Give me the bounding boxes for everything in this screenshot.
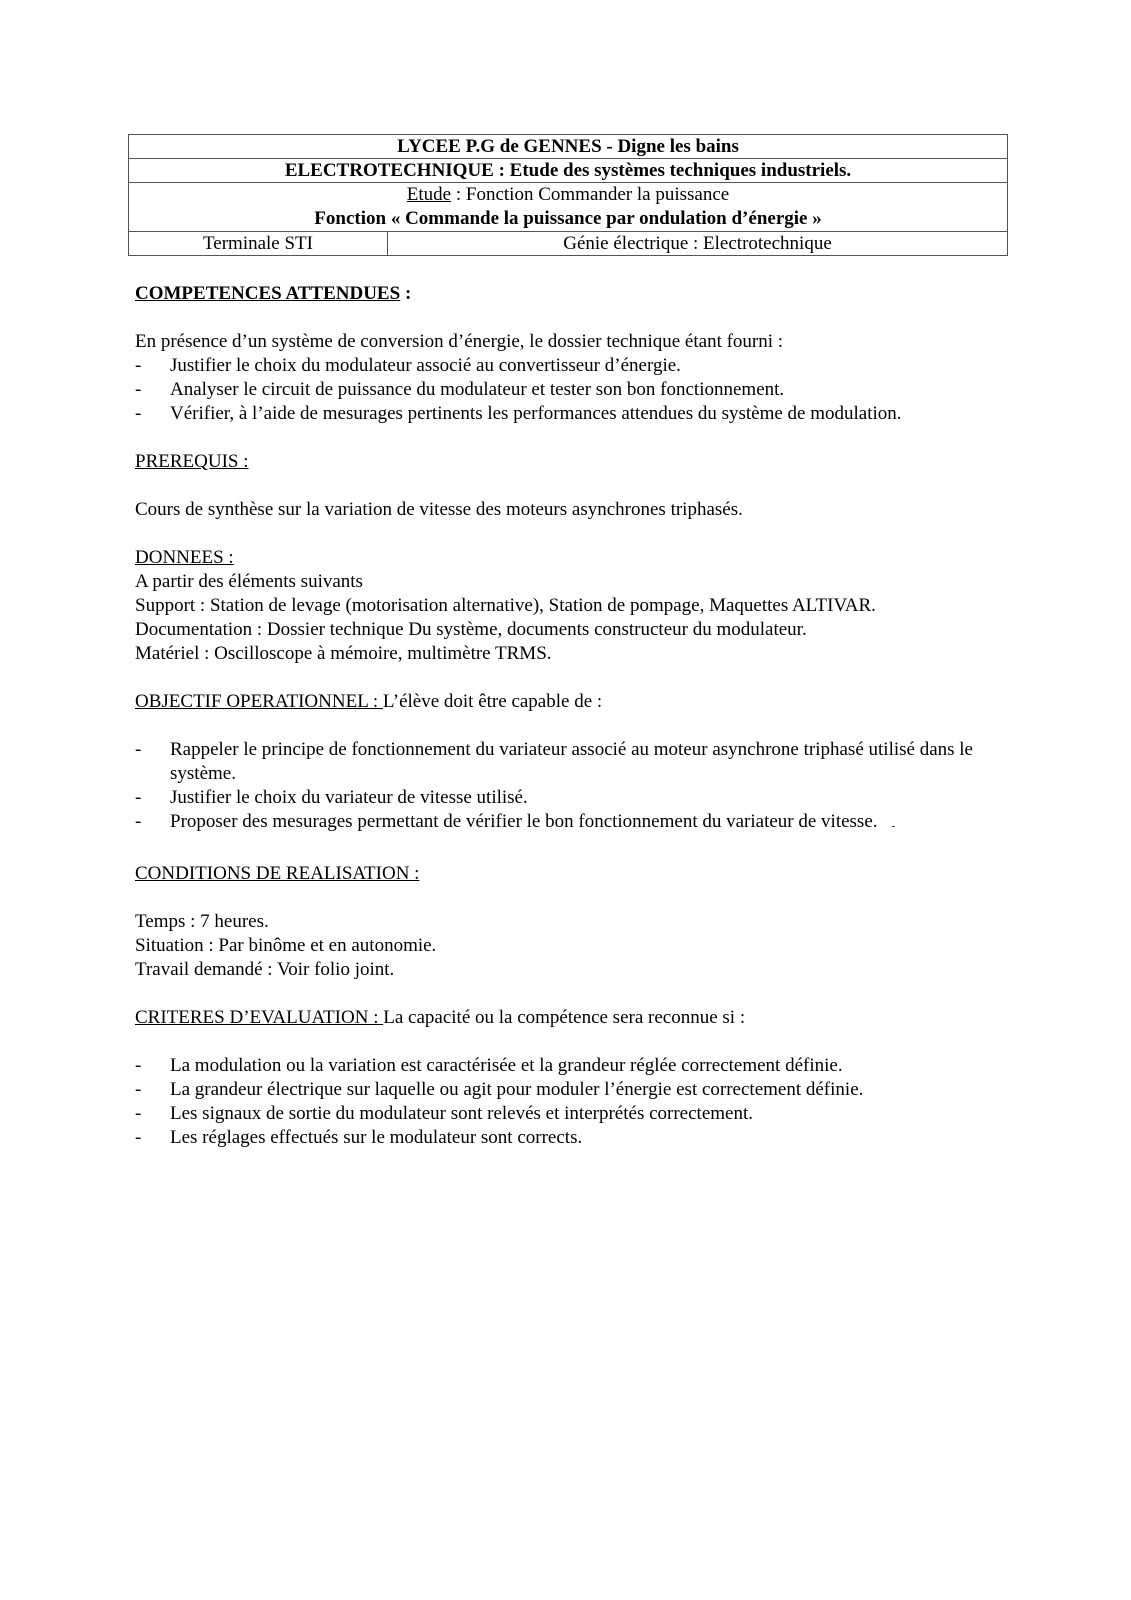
competences-intro: En présence d’un système de conversion d’énergie, le dossier technique étant fourni : bbox=[135, 331, 784, 352]
list-item: - Les signaux de sortie du modulateur sont relevés et interprétés correctement. bbox=[135, 1103, 753, 1124]
criteres-heading: CRITERES D’EVALUATION : La capacité ou la compétence sera reconnue si : bbox=[135, 1007, 746, 1028]
school-name: LYCEE P.G de GENNES - Digne les bains bbox=[129, 135, 1008, 159]
specialty: Génie électrique : Electrotechnique bbox=[388, 232, 1008, 256]
list-item: - Vérifier, à l’aide de mesurages pertinents les performances attendues du système de modulation. bbox=[135, 403, 902, 424]
list-item: - Proposer des mesurages permettant de vérifier le bon fonctionnement du variateur de vitesse. - bbox=[135, 811, 896, 832]
donnees-heading: DONNEES : bbox=[135, 547, 234, 568]
conditions-line: Situation : Par binôme et en autonomie. bbox=[135, 935, 437, 956]
prerequis-text: Cours de synthèse sur la variation de vitesse des moteurs asynchrones triphasés. bbox=[135, 499, 743, 520]
list-item: - Justifier le choix du variateur de vitesse utilisé. bbox=[135, 787, 528, 808]
donnees-line: A partir des éléments suivants bbox=[135, 571, 363, 592]
objectif-heading: OBJECTIF OPERATIONNEL : L’élève doit être capable de : bbox=[135, 691, 603, 712]
competences-heading: COMPETENCES ATTENDUES : bbox=[135, 283, 412, 304]
function-title: Fonction « Commande la puissance par ondulation d’énergie » bbox=[314, 208, 822, 229]
list-item: - La modulation ou la variation est caractérisée et la grandeur réglée correctement définie. bbox=[135, 1055, 843, 1076]
conditions-heading: CONDITIONS DE REALISATION : bbox=[135, 863, 420, 884]
class-level: Terminale STI bbox=[129, 232, 388, 256]
study-cell bbox=[129, 183, 1008, 232]
list-item: - Analyser le circuit de puissance du modulateur et tester son bon fonctionnement. bbox=[135, 379, 785, 400]
donnees-line: Documentation : Dossier technique Du système, documents constructeur du modulateur. bbox=[135, 619, 807, 640]
document-body bbox=[135, 282, 1015, 1150]
study-text: : Fonction Commander la puissance bbox=[451, 184, 730, 205]
conditions-line: Temps : 7 heures. bbox=[135, 911, 269, 932]
donnees-line: Support : Station de levage (motorisation alternative), Station de pompage, Maquettes ALTIVAR. bbox=[135, 595, 876, 616]
list-item: - Justifier le choix du modulateur associé au convertisseur d’énergie. bbox=[135, 355, 681, 376]
conditions-line: Travail demandé : Voir folio joint. bbox=[135, 959, 395, 980]
objectif-list bbox=[135, 738, 1015, 838]
study-label: Etude bbox=[406, 184, 452, 205]
list-item: - Rappeler le principe de fonctionnement du variateur associé au moteur asynchrone triphasé utilisé dans le système. bbox=[135, 739, 973, 784]
prerequis-heading: PREREQUIS : bbox=[135, 451, 249, 472]
donnees-line: Matériel : Oscilloscope à mémoire, multimètre TRMS. bbox=[135, 643, 552, 664]
header-table bbox=[128, 134, 1008, 256]
list-item: - Les réglages effectués sur le modulateur sont corrects. bbox=[135, 1127, 583, 1148]
list-item: - La grandeur électrique sur laquelle ou agit pour moduler l’énergie est correctement définie. bbox=[135, 1079, 864, 1100]
criteres-list bbox=[135, 1054, 1015, 1150]
course-title: ELECTROTECHNIQUE : Etude des systèmes techniques industriels. bbox=[129, 159, 1008, 183]
competences-list bbox=[135, 354, 1015, 426]
